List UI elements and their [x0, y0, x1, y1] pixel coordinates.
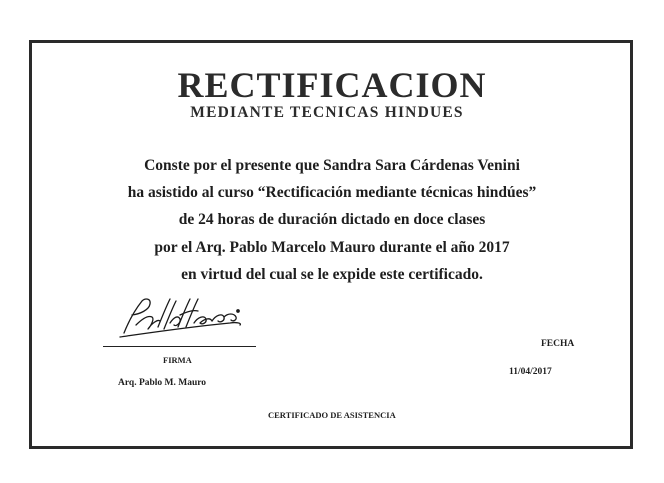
signature-label: FIRMA [163, 355, 192, 365]
certificate-subtitle: MEDIANTE TECNICAS HINDUES [190, 104, 464, 121]
body-line: Conste por el presente que Sandra Sara Cárdenas Venini [144, 157, 520, 174]
certificate-title: RECTIFICACION [177, 65, 487, 105]
date-value: 11/04/2017 [509, 367, 552, 377]
body-line: en virtud del cual se le expide este certificado. [181, 265, 483, 283]
handwritten-signature [118, 293, 248, 341]
body-line: por el Arq. Pablo Marcelo Mauro durante el año 2017 [154, 238, 510, 256]
signature-line [103, 346, 256, 347]
date-label: FECHA [541, 339, 575, 349]
body-line: ha asistido al curso “Rectificación mediante técnicas hindúes” [127, 184, 537, 202]
certificate-body [0, 152, 664, 288]
signer-name: Arq. Pablo M. Mauro [118, 378, 207, 388]
certificate-footer: CERTIFICADO DE ASISTENCIA [268, 410, 396, 420]
body-line: de 24 horas de duración dictado en doce clases [178, 211, 486, 229]
